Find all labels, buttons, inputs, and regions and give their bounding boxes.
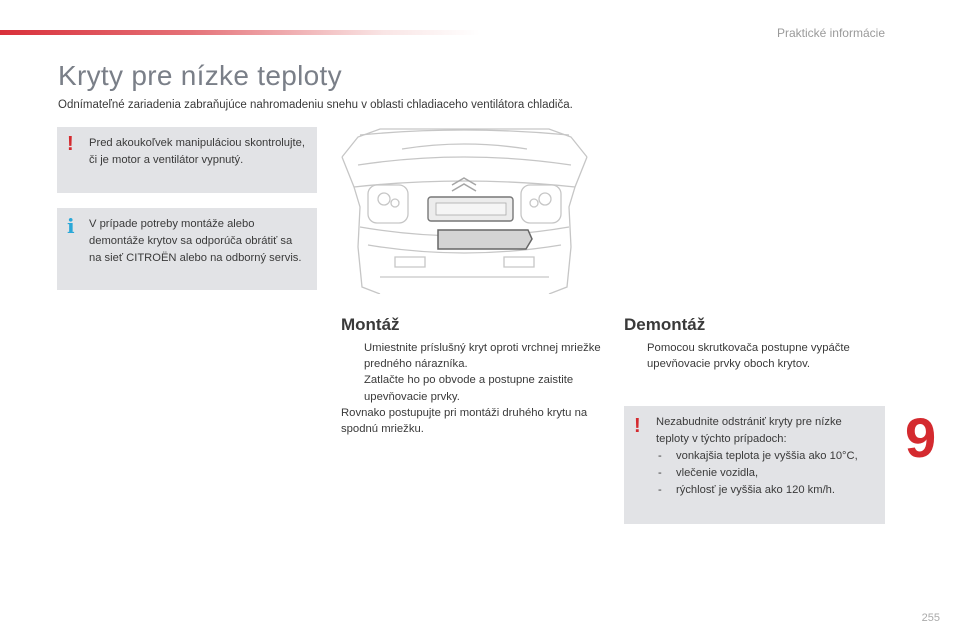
montaz-footer-text: Rovnako postupujte pri montáži druhého krytu na spodnú mriežku. <box>341 406 588 436</box>
car-front-illustration <box>340 127 589 294</box>
info-icon: i <box>67 214 75 238</box>
warning-icon: ! <box>634 415 641 437</box>
montaz-step-text: Zatlačte ho po obvode a postupne zaistite upevňovacie prvky. <box>364 374 574 403</box>
chapter-number: 9 <box>905 406 937 469</box>
info-note-text: V prípade potreby montáže alebo demontáže krytov sa odporúča obrátiť sa na sieť CITROËN alebo na odborný servis. <box>89 218 302 264</box>
page-number: 255 <box>921 612 940 624</box>
warning-note-text: Pred akoukoľvek manipuláciou skontrolujte, či je motor a ventilátor vypnutý. <box>89 137 305 166</box>
demontaz-step <box>624 340 886 372</box>
list-item: - vlečenie vozidla, <box>656 465 875 482</box>
montaz-heading: Montáž <box>341 315 400 334</box>
section-name: Praktické informácie <box>776 26 885 40</box>
montaz-step <box>341 340 603 372</box>
header-accent-bar <box>0 30 480 35</box>
list-item: - rýchlosť je vyššia ako 120 km/h. <box>656 482 875 499</box>
page-title: Kryty pre nízke teploty <box>58 60 342 91</box>
demontaz-instructions <box>624 340 886 372</box>
montaz-step <box>341 372 603 404</box>
warning-note-engine-off <box>57 127 317 193</box>
warning-icon: ! <box>67 133 74 155</box>
demontaz-heading: Demontáž <box>624 315 706 334</box>
warning-conditions-list <box>656 448 875 499</box>
montaz-step-text: Umiestnite príslušný kryt oproti vrchnej mriežke predného nárazníka. <box>364 342 601 371</box>
page-subtitle: Odnímateľné zariadenia zabraňujúce nahromadeniu snehu v oblasti chladiaceho ventilátora chladiča. <box>58 99 573 111</box>
warning-note-intro: Nezabudnite odstrániť kryty pre nízke teploty v týchto prípadoch: <box>656 416 842 445</box>
montaz-instructions <box>341 340 603 437</box>
warning-note-content <box>656 414 875 499</box>
info-note-service <box>57 208 317 290</box>
demontaz-step-text: Pomocou skrutkovača postupne vypáčte upevňovacie prvky oboch krytov. <box>647 342 850 371</box>
warning-note-remove-covers <box>624 406 885 524</box>
list-item: - vonkajšia teplota je vyššia ako 10°C, <box>656 448 875 465</box>
